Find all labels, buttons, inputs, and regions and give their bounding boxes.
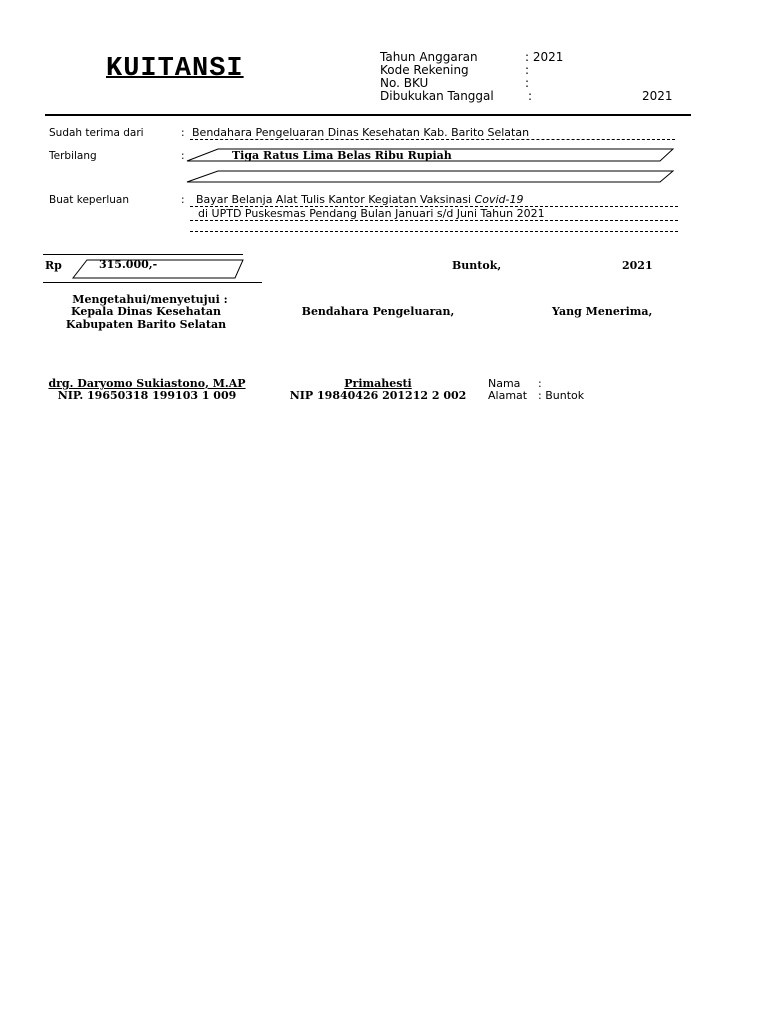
amount-value: 315.000,- [99,258,158,271]
meta-label-account-code: Kode Rekening [380,63,469,77]
approval-line-2: Kepala Dinas Kesehatan [71,305,221,318]
head-nip: NIP. 19650318 199103 1 009 [57,389,237,402]
meta-value-booked-date: : [528,89,533,103]
received-from-value: Bendahara Pengeluaran Dinas Kesehatan Kab. Barito Selatan [192,126,530,139]
head-name: drg. Daryomo Sukiastono, M.AP [48,377,246,390]
treasurer-title: Bendahara Pengeluaran, [301,305,455,318]
receiver-address-label: Alamat [488,389,528,402]
place: Buntok, [452,259,502,272]
receiver-name-value: : [538,377,542,390]
approval-line-1: Mengetahui/menyetujui : [72,293,228,306]
meta-label-bku: No. BKU [380,76,429,90]
receiver-title: Yang Menerima, [552,305,653,318]
received-from-colon: : [181,127,185,139]
meta-value-year: : 2021 [525,50,564,64]
amount-words-label: Terbilang [49,150,97,162]
received-from-label: Sudah terima dari [49,127,144,139]
treasurer-nip: NIP 19840426 201212 2 002 [289,389,467,402]
meta-label-year: Tahun Anggaran [380,50,478,64]
purpose-line-1-text: Bayar Belanja Alat Tulis Kantor Kegiatan Vaksinasi [196,193,475,206]
receiver-name-label: Nama [488,377,521,390]
meta-value-bku: : [525,76,530,90]
document-title: KUITANSI [106,54,244,84]
meta-label-booked-date: Dibukukan Tanggal [380,89,494,103]
amount-words-value: Tiga Ratus Lima Belas Ribu Rupiah [232,149,452,162]
amount-words-colon: : [181,150,185,162]
amount-bottom-rule [43,282,262,283]
date-year: 2021 [622,259,653,272]
purpose-label: Buat keperluan [49,194,130,206]
approval-line-3: Kabupaten Barito Selatan [65,318,227,331]
meta-booked-year: 2021 [642,89,673,103]
meta-value-account-code: : [525,63,530,77]
amount-currency: Rp [45,259,62,272]
purpose-line-1-italic: Covid-19 [474,193,524,206]
treasurer-name: Primahesti [344,377,412,390]
purpose-line-2: di UPTD Puskesmas Pendang Bulan Januari s/d Juni Tahun 2021 [198,207,545,220]
receiver-address-value: : Buntok [538,389,585,402]
amount-box [0,0,768,300]
purpose-colon: : [181,194,185,206]
